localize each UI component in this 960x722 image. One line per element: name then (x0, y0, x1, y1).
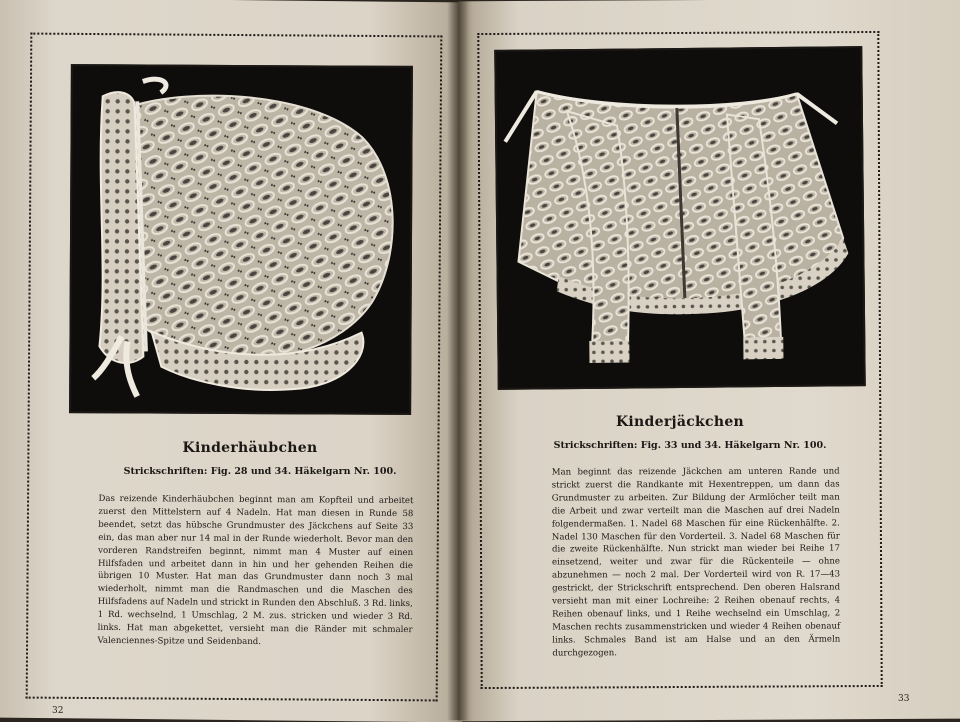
right-subtitle: Strickschriften: Fig. 33 und 34. Häkelgarn Nr. 100. (553, 440, 827, 451)
right-page-number: 33 (898, 694, 910, 704)
bonnet-photo (69, 64, 413, 415)
bonnet-illustration (71, 66, 411, 413)
book-gutter (447, 0, 469, 720)
left-body-text: Das reizende Kinderhäubchen beginnt man am Kopfteil und arbeitet zuerst den Mittelstern auf 4 Nadeln. Hat man diesen in Runde 58 beendet, setzt das hübsche Grundmuster des Jäckchens auf Seite 33 ein, das man aber nur 14 mal in der Runde wiederholt. Bevor man den vorderen Randstreifen beginnt, nimmt man 4 Muster auf einen Hilfsfaden und arbeitet dann in hin und her gehenden Reihen die übrigen 10 Muster. Hat man das Grundmuster dann noch 3 mal wiederholt, nimmt man die Randmaschen und die Maschen des Hilfsfadens auf Nadeln und strickt in Runden den Abschluß. 3 Rd. links, 1 Rd. wechselnd, 1 Umschlag, 2 M. zus. stricken und wieder 3 Rd. links. Hat man abgekettet, versieht man die Ränder mit schmaler Valenciennes-Spitze und Seidenband. (97, 493, 414, 648)
jacket-illustration (496, 48, 863, 388)
left-page-number: 32 (52, 706, 64, 716)
jacket-photo (494, 46, 866, 390)
left-title-block (150, 440, 350, 456)
right-title-block (590, 414, 770, 430)
right-body-text: Man beginnt das reizende Jäckchen am unteren Rande und strickt zuerst die Randkante mit Hexentreppen, um dann das Grundmuster zu arbeiten. Zur Bildung der Armlöcher teilt man die Arbeit und zwar verteilt man die Maschen auf drei Nadeln folgendermaßen. 1. Nadel 68 Maschen für eine Rückenhälfte. 2. Nadel 130 Maschen für den Vorderteil. 3. Nadel 68 Maschen für die zweite Rückenhälfte. Nun strickt man wieder bei Reihe 17 einsetzend, weiter und zwar für die Rückenteile — ohne abzunehmen — noch 2 mal. Der Vorderteil wird von R. 17—43 gestrickt, der Strickschrift entsprechend. Den oberen Halsrand versieht man mit einer Lochreihe: 2 Reihen obenauf rechts, 4 Reihen obenauf links, und 1 Reihe wechselnd ein Umschlag, 2 Maschen rechts zusammenstricken und wieder 4 Reihen obenauf links. Schmales Band ist am Halse und an den Ärmeln durchgezogen. (551, 466, 841, 659)
left-title: Kinderhäubchen (182, 440, 318, 456)
right-subtitle-block (545, 440, 835, 451)
left-subtitle-block (110, 466, 410, 477)
left-subtitle: Strickschriften: Fig. 28 und 34. Häkelgarn Nr. 100. (123, 466, 397, 477)
right-title: Kinderjäckchen (615, 414, 745, 430)
